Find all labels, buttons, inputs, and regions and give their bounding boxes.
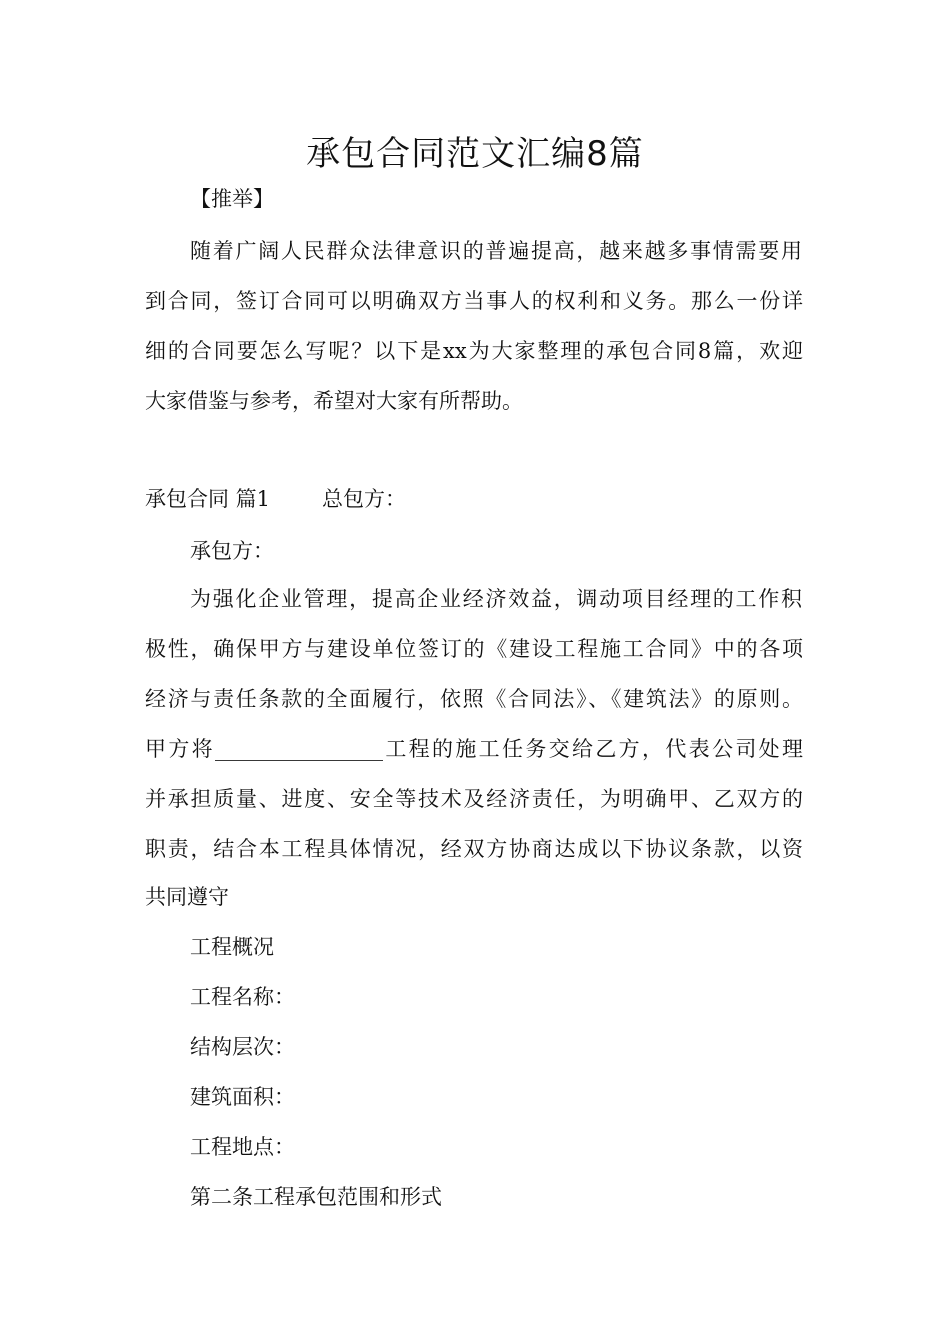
intro-line-4: 大家借鉴与参考，希望对大家有所帮助。: [145, 389, 523, 413]
contractor-label: 承包方：: [190, 539, 274, 563]
field-structure-levels: 结构层次：: [190, 1035, 295, 1059]
overview-heading: 工程概况: [190, 935, 274, 959]
section-1-paragraph-line-4: 甲方将________________工程的施工任务交给乙方，代表公司处理: [145, 737, 803, 761]
section-1-heading: 承包合同 篇1: [145, 487, 271, 511]
article-2-heading: 第二条工程承包范围和形式: [190, 1185, 442, 1209]
field-building-area: 建筑面积：: [190, 1085, 295, 1109]
section-1-paragraph-line-7: 共同遵守: [145, 885, 229, 909]
section-1-paragraph-line-6: 职责，结合本工程具体情况，经双方协商达成以下协议条款，以资: [145, 837, 803, 861]
intro-line-1: 随着广阔人民群众法律意识的普遍提高，越来越多事情需要用: [190, 239, 802, 263]
section-1-paragraph-line-5: 并承担质量、进度、安全等技术及经济责任，为明确甲、乙双方的: [145, 787, 803, 811]
intro-line-2: 到合同，签订合同可以明确双方当事人的权利和义务。那么一份详: [145, 289, 803, 313]
recommend-label: 【推举】: [190, 187, 274, 211]
section-1-heading-row: [145, 484, 406, 514]
section-1-paragraph-line-3: 经济与责任条款的全面履行，依照《合同法》、《建筑法》的原则。: [145, 687, 803, 711]
document-title: 承包合同范文汇编8篇: [306, 134, 644, 174]
field-project-name: 工程名称：: [190, 985, 295, 1009]
section-1-paragraph-line-1: 为强化企业管理，提高企业经济效益，调动项目经理的工作积: [190, 587, 802, 611]
intro-line-3: 细的合同要怎么写呢？以下是xx为大家整理的承包合同8篇，欢迎: [145, 339, 803, 363]
field-project-location: 工程地点：: [190, 1135, 295, 1159]
general-party-label: 总包方：: [322, 487, 407, 511]
section-1-paragraph-line-2: 极性，确保甲方与建设单位签订的《建设工程施工合同》中的各项: [145, 637, 803, 661]
